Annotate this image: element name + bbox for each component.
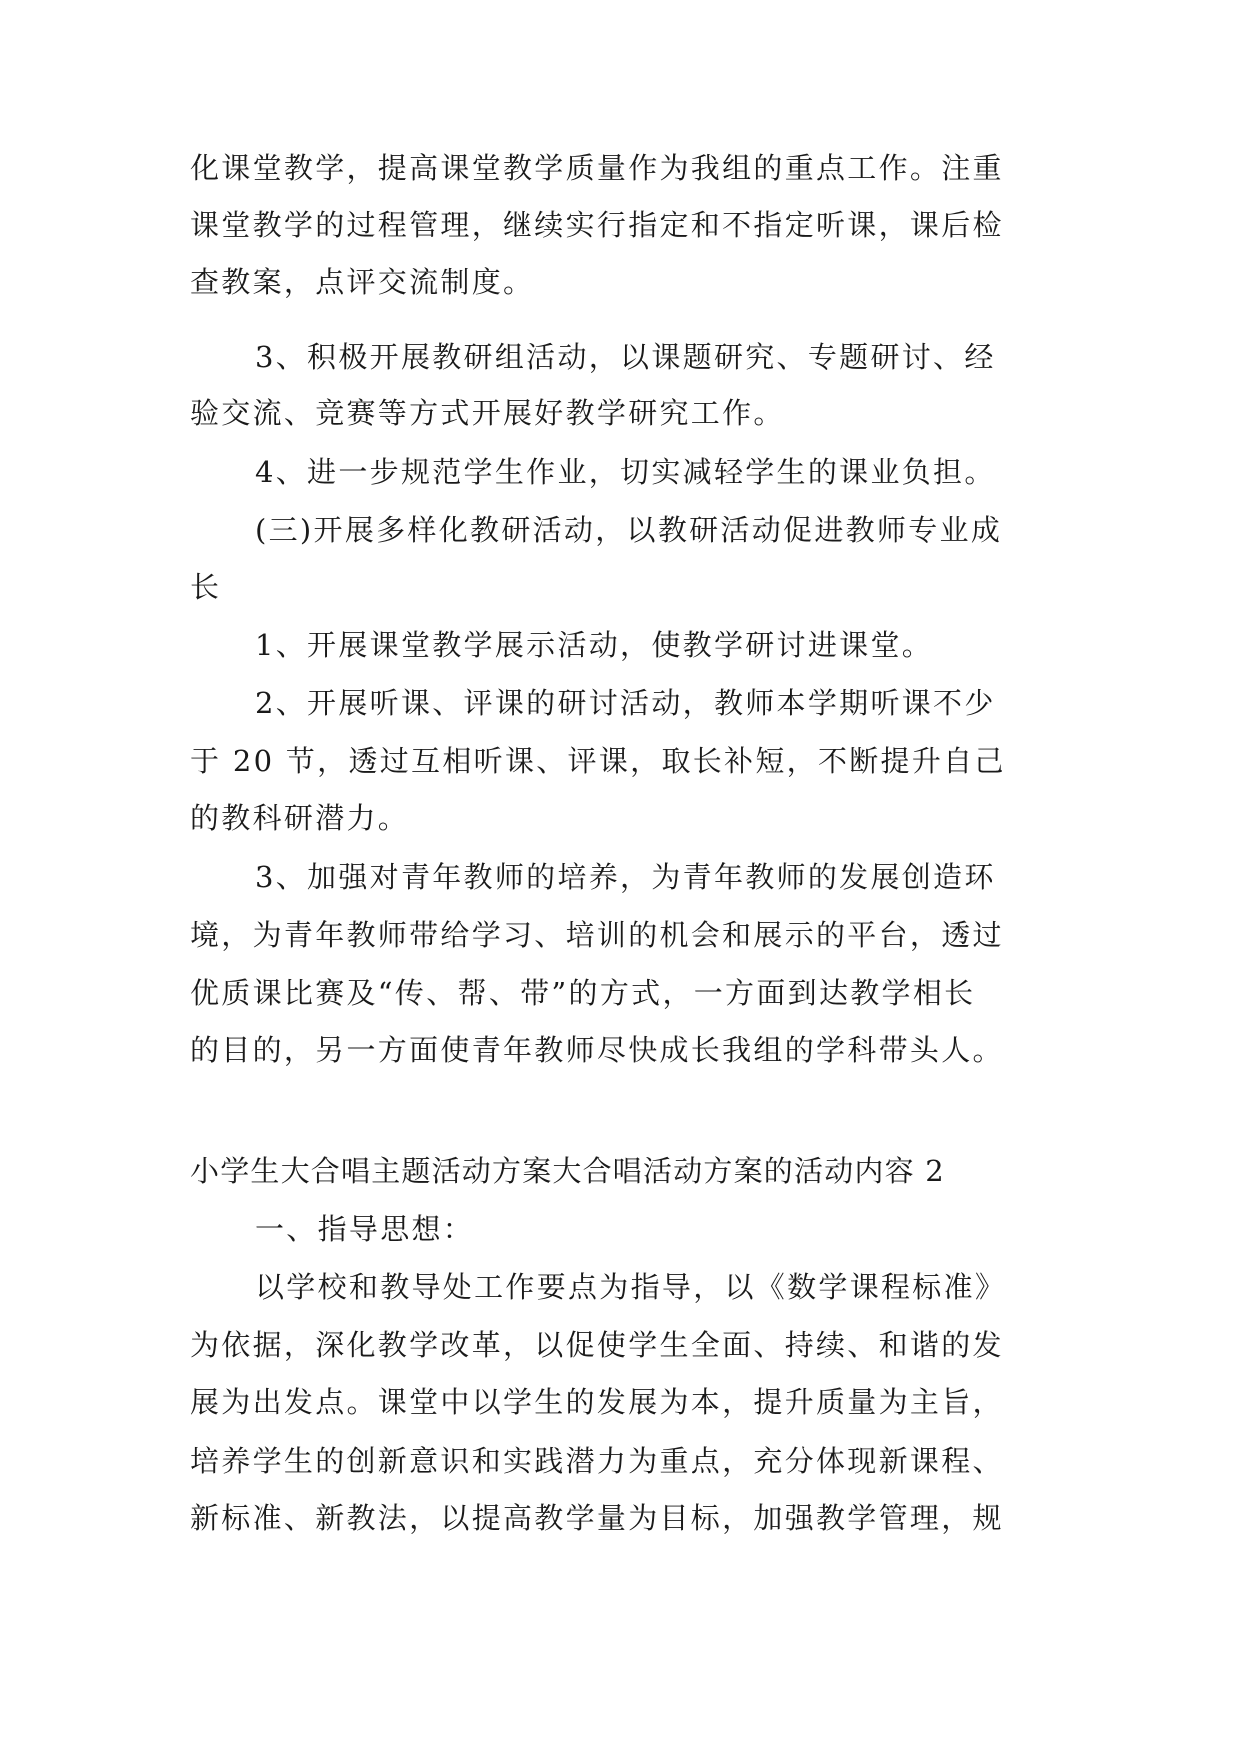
text-line: 以学校和教导处工作要点为指导，以《数学课程标准》 [255,1270,1007,1304]
text-line: 于 20 节，透过互相听课、评课，取长补短，不断提升自己 [190,744,1006,778]
text-line: 为依据，深化教学改革，以促使学生全面、持续、和谐的发 [190,1328,1004,1362]
text-line: 4、进一步规范学生作业，切实减轻学生的课业负担。 [255,455,996,489]
text-line: 3、加强对青年教师的培养，为青年教师的发展创造环 [255,860,996,894]
text-line: 长 [190,570,222,604]
text-line: 展为出发点。课堂中以学生的发展为本，提升质量为主旨， [190,1385,1004,1419]
text-line: 1、开展课堂教学展示活动，使教学研讨进课堂。 [255,628,934,662]
text-line: 新标准、新教法，以提高教学量为目标，加强教学管理，规 [190,1501,1004,1535]
text-line: (三)开展多样化教研活动，以教研活动促进教师专业成 [255,513,1003,547]
text-line: 优质课比赛及“传、帮、带”的方式，一方面到达教学相长 [190,976,976,1010]
text-line: 的教科研潜力。 [190,801,410,835]
text-line: 验交流、竞赛等方式开展好教学研究工作。 [190,396,785,430]
text-line: 化课堂教学，提高课堂教学质量作为我组的重点工作。注重 [190,151,1004,185]
text-line: 2、开展听课、评课的研讨活动，教师本学期听课不少 [255,686,996,720]
text-line: 课堂教学的过程管理，继续实行指定和不指定听课，课后检 [190,208,1004,242]
section-title: 小学生大合唱主题活动方案大合唱活动方案的活动内容 2 [190,1154,945,1188]
text-line: 的目的，另一方面使青年教师尽快成长我组的学科带头人。 [190,1033,1004,1067]
text-line: 境，为青年教师带给学习、培训的机会和展示的平台，透过 [190,918,1004,952]
text-line: 一、指导思想： [255,1212,475,1246]
text-line: 3、积极开展教研组活动，以课题研究、专题研讨、经 [255,340,996,374]
text-line: 培养学生的创新意识和实践潜力为重点，充分体现新课程、 [190,1444,1004,1478]
text-line: 查教案，点评交流制度。 [190,265,535,299]
